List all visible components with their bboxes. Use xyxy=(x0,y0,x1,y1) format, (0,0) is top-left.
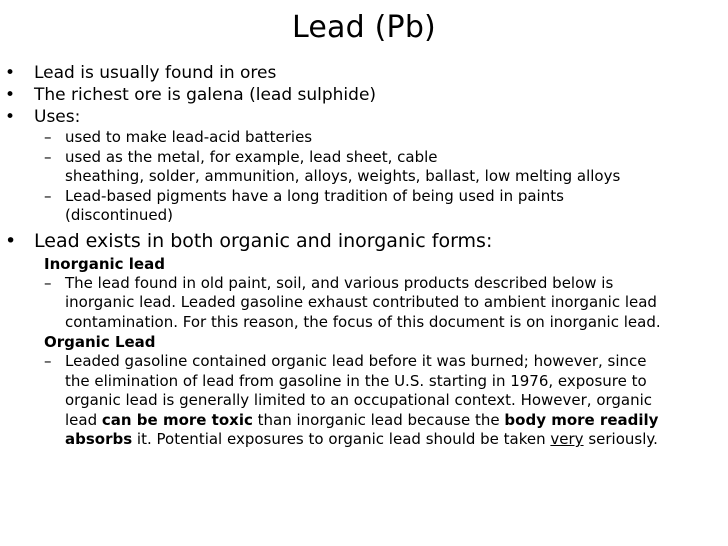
bullet-text: Lead exists in both organic and inorganic forms: xyxy=(34,229,493,252)
sub-bullet-item xyxy=(0,352,728,450)
bullet-marker: • xyxy=(5,229,17,252)
emphasis-text: can be more toxic xyxy=(101,410,253,429)
text-run: than inorganic lead because the xyxy=(252,410,505,429)
sub-bullet-text: organic lead is generally limited to an occupational context. However, organic xyxy=(65,391,653,409)
sub-bullet-text: used to make lead-acid batteries xyxy=(65,128,313,146)
dash-marker: – xyxy=(44,352,52,370)
slide-content xyxy=(0,62,728,450)
emphasis-text: absorbs xyxy=(65,430,133,448)
text-run: seriously. xyxy=(583,430,658,448)
sub-bullet-text: contamination. For this reason, the focus of this document is on inorganic lead. xyxy=(65,312,661,331)
emphasis-text: body more readily xyxy=(504,410,659,429)
bullet-item xyxy=(0,84,728,106)
sub-bullet-item xyxy=(0,128,728,148)
sub-bullet-text: the elimination of lead from gasoline in the U.S. starting in 1976, exposure to xyxy=(65,371,647,390)
bullet-text: Uses: xyxy=(34,107,81,127)
inorganic-heading: Inorganic lead xyxy=(44,254,165,273)
dash-marker: – xyxy=(44,147,52,166)
bullet-item xyxy=(0,106,728,128)
bullet-item xyxy=(0,62,728,84)
dash-marker: – xyxy=(44,186,52,205)
bullet-item xyxy=(0,228,728,254)
sub-bullet-text: inorganic lead. Leaded gasoline exhaust contributed to ambient inorganic lead xyxy=(65,293,657,311)
sub-bullet-text: The lead found in old paint, soil, and various products described below is xyxy=(65,273,614,292)
sub-bullet-text: Lead-based pigments have a long tradition of being used in paints xyxy=(65,186,564,205)
sub-bullet-item xyxy=(0,187,728,226)
sub-bullet-text xyxy=(65,411,728,431)
dash-marker: – xyxy=(44,273,52,292)
sub-bullet-text xyxy=(65,430,728,450)
sub-bullet-text: used as the metal, for example, lead sheet, cable xyxy=(65,147,438,166)
underlined-text: very xyxy=(550,430,584,448)
organic-heading: Organic Lead xyxy=(44,333,156,351)
bullet-marker: • xyxy=(5,107,16,127)
sub-bullet-item xyxy=(0,274,728,333)
bullet-marker: • xyxy=(5,63,16,83)
bullet-marker: • xyxy=(5,85,16,105)
dash-marker: – xyxy=(44,128,52,146)
bullet-text: Lead is usually found in ores xyxy=(34,63,277,83)
bullet-text: The richest ore is galena (lead sulphide) xyxy=(34,85,377,105)
text-run: lead xyxy=(65,410,102,429)
sub-bullet-text: (discontinued) xyxy=(65,206,173,224)
sub-bullet-item xyxy=(0,148,728,187)
slide-title: Lead (Pb) xyxy=(292,10,436,45)
sub-bullet-text: sheathing, solder, ammunition, alloys, weights, ballast, low melting alloys xyxy=(65,167,621,185)
sub-bullet-text: Leaded gasoline contained organic lead before it was burned; however, since xyxy=(65,352,647,370)
text-run: it. Potential exposures to organic lead should be taken xyxy=(132,430,551,448)
